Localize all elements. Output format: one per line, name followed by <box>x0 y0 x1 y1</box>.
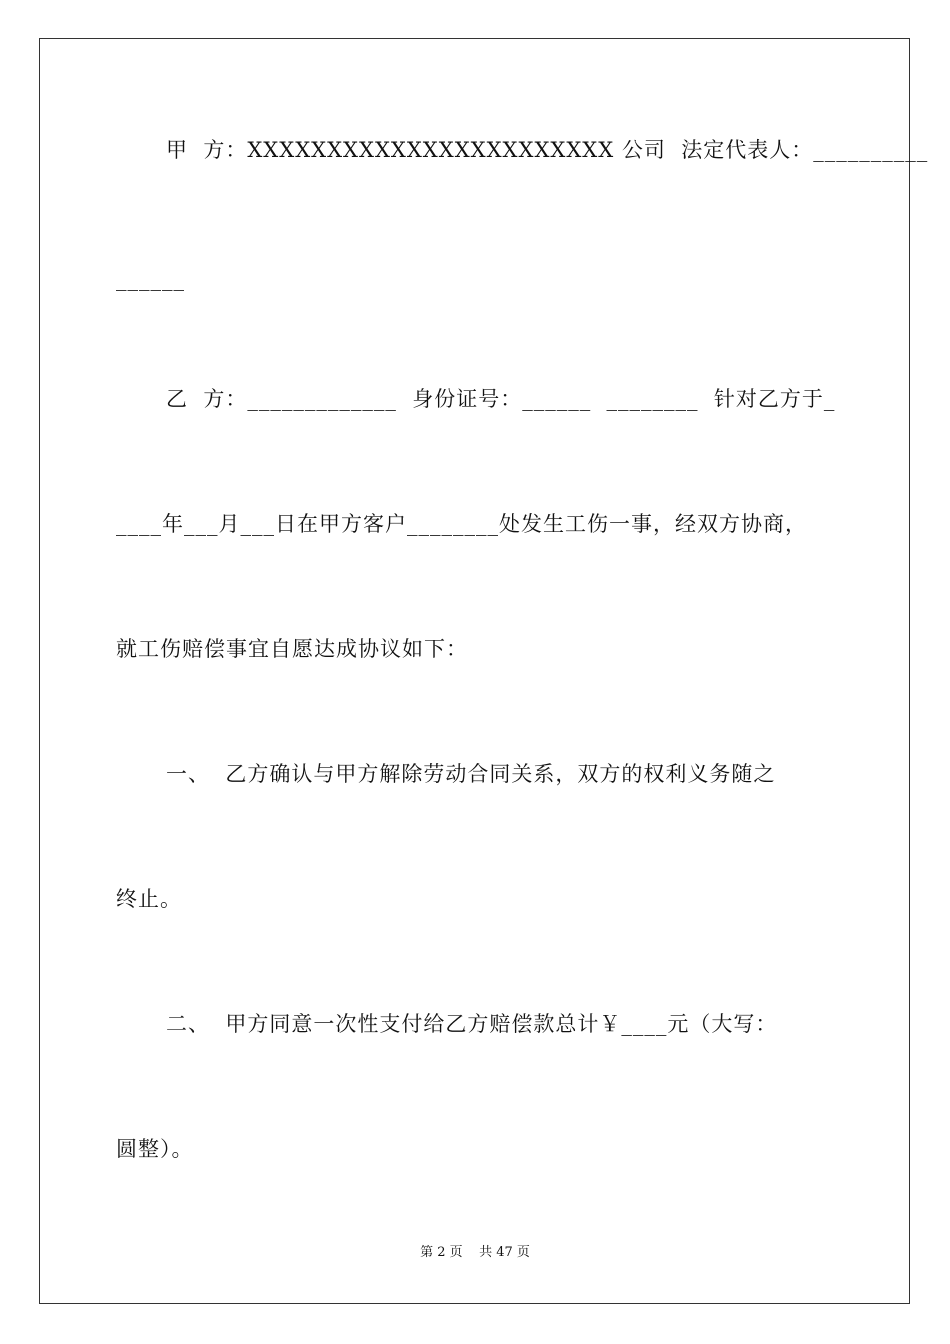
party-a-line: 甲 方：XXXXXXXXXXXXXXXXXXXXXXX 公司 法定代表人：__________ <box>166 138 929 162</box>
page-number-footer: 第 2 页 共 47 页 <box>420 1245 530 1260</box>
clause-one-continuation: 终止。 <box>116 887 182 911</box>
clause-two-continuation: 圆整）。 <box>116 1137 194 1161</box>
agreement-intro-line: 就工伤赔偿事宜自愿达成协议如下： <box>116 637 468 661</box>
party-b-line: 乙 方：_____________ 身份证号：______ ________ 针对乙方于_ <box>166 387 836 411</box>
page-border <box>39 38 910 1304</box>
injury-date-line: ____年___月___日在甲方客户________处发生工伤一事，经双方协商， <box>116 512 807 536</box>
clause-two-line: 二、 甲方同意一次性支付给乙方赔偿款总计￥____元（大写： <box>166 1012 778 1036</box>
legal-rep-blank-line: ______ <box>116 267 185 291</box>
clause-one-line: 一、 乙方确认与甲方解除劳动合同关系，双方的权利义务随之 <box>166 762 776 786</box>
